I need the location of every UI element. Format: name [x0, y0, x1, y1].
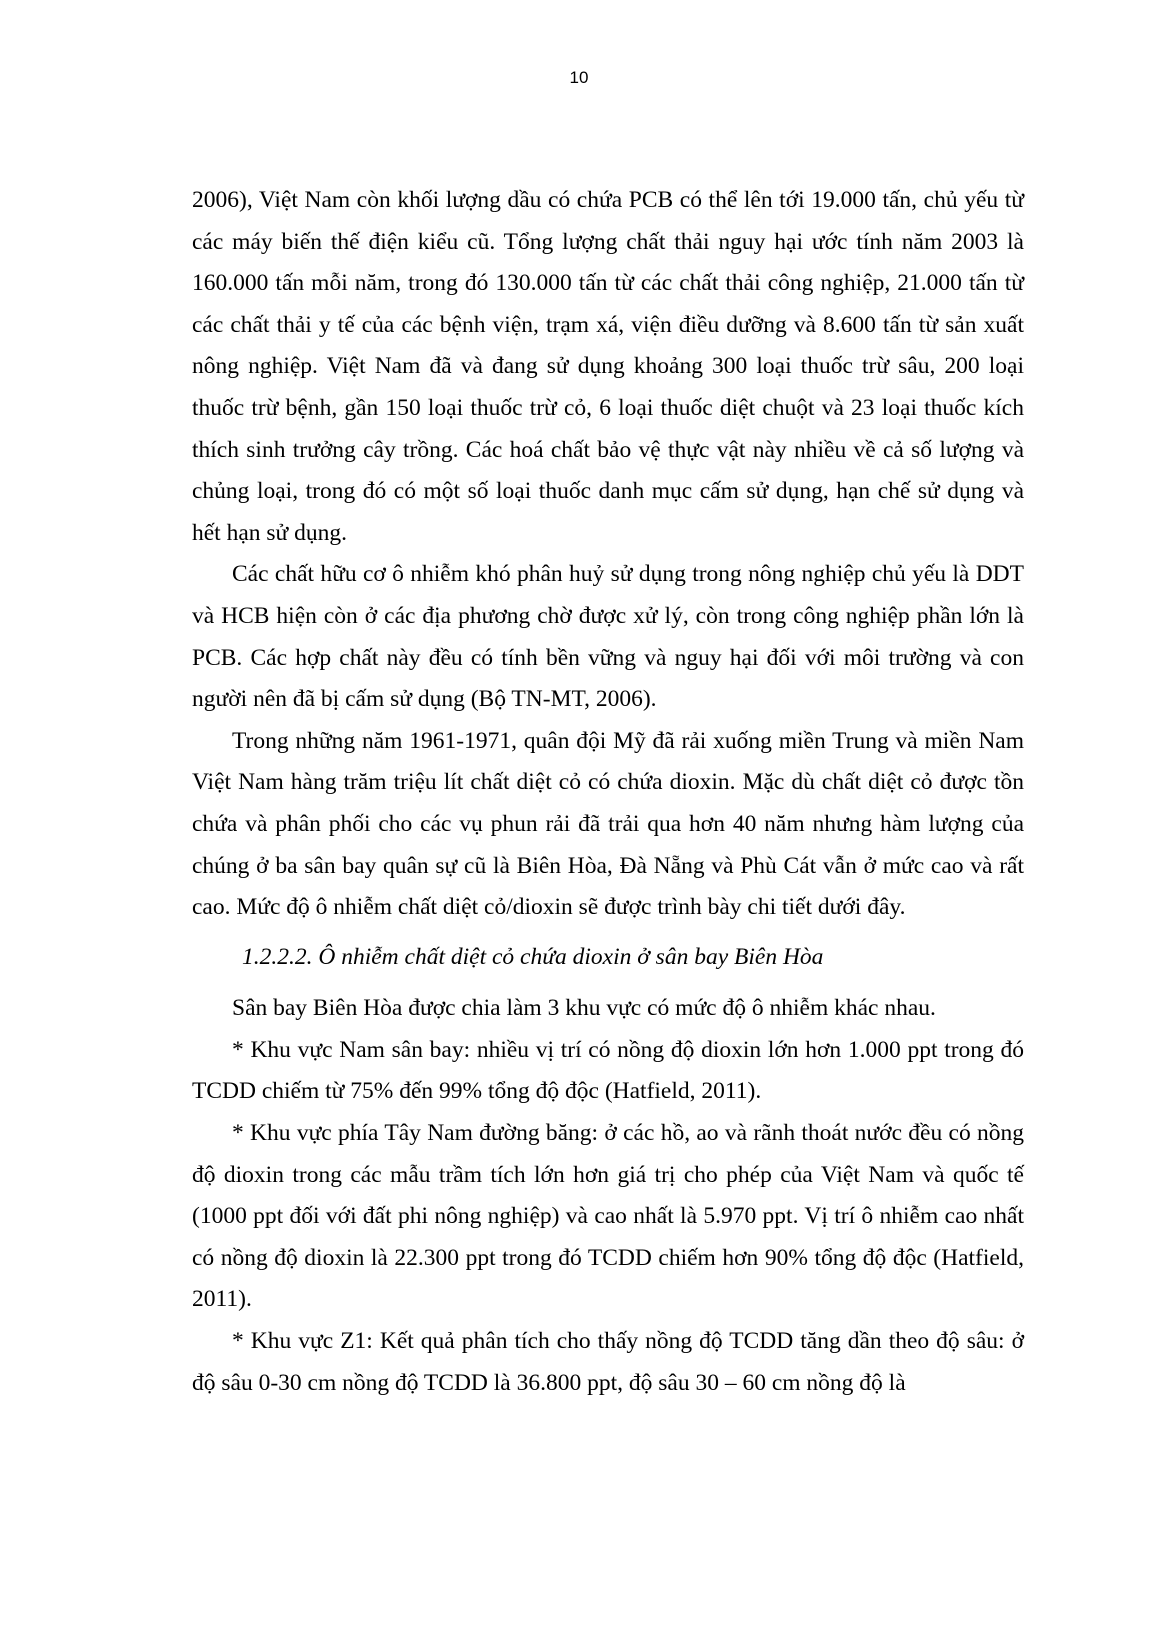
paragraph-pop-agriculture: Các chất hữu cơ ô nhiễm khó phân huỷ sử dụng trong nông nghiệp chủ yếu là DDT và HCB hiện còn ở các địa phương chờ được xử lý, còn trong công nghiệp phần lớn là PCB. Các hợp chất này đều có tính bền vững và nguy hại đối với môi trường và con người nên đã bị cấm sử dụng (Bộ TN-MT, 2006).: [192, 561, 1024, 713]
page-number: 10: [569, 68, 589, 87]
paragraph-continued: 2006), Việt Nam còn khối lượng dầu có chứa PCB có thể lên tới 19.000 tấn, chủ yếu từ các máy biến thế điện kiểu cũ. Tổng lượng chất thải nguy hại ước tính năm 2003 là 160.000 tấn mỗi năm, trong đó 130.000 tấn từ các chất thải công nghiệp, 21.000 tấn từ các chất thải y tế của các bệnh viện, trạm xá, viện điều dưỡng và 8.600 tấn từ sản xuất nông nghiệp. Việt Nam đã và đang sử dụng khoảng 300 loại thuốc trừ sâu, 200 loại thuốc trừ bệnh, gần 150 loại thuốc trừ cỏ, 6 loại thuốc diệt chuột và 23 loại thuốc kích thích sinh trưởng cây trồng. Các hoá chất bảo vệ thực vật này nhiều về cả số lượng và chủng loại, trong đó có một số loại thuốc danh mục cấm sử dụng, hạn chế sử dụng và hết hạn sử dụng.: [192, 187, 1024, 546]
body-text: [192, 180, 1024, 1404]
paragraph-bien-hoa-intro: Sân bay Biên Hòa được chia làm 3 khu vực có mức độ ô nhiễm khác nhau.: [232, 995, 936, 1022]
paragraph-z1-area: * Khu vực Z1: Kết quả phân tích cho thấy nồng độ TCDD tăng dần theo độ sâu: ở độ sâu 0-30 cm nồng độ TCDD là 36.800 ppt, độ sâu 30 – 60 cm nồng độ là: [192, 1328, 1024, 1396]
paragraph-herbicide-history: Trong những năm 1961-1971, quân đội Mỹ đã rải xuống miền Trung và miền Nam Việt Nam hàng trăm triệu lít chất diệt cỏ có chứa dioxin. Mặc dù chất diệt cỏ được tồn chứa và phân phối cho các vụ phun rải đã trải qua hơn 40 năm nhưng hàm lượng của chúng ở ba sân bay quân sự cũ là Biên Hòa, Đà Nẵng và Phù Cát vẫn ở mức cao và rất cao. Mức độ ô nhiễm chất diệt cỏ/dioxin sẽ được trình bày chi tiết dưới đây.: [192, 727, 1024, 921]
section-heading: 1.2.2.2. Ô nhiễm chất diệt cỏ chứa dioxin ở sân bay Biên Hòa: [242, 943, 824, 970]
paragraph-south-area: * Khu vực Nam sân bay: nhiều vị trí có nồng độ dioxin lớn hơn 1.000 ppt trong đó TCDD chiếm từ 75% đến 99% tổng độ độc (Hatfield, 2011).: [192, 1036, 1024, 1105]
paragraph-southwest-runway: * Khu vực phía Tây Nam đường băng: ở các hồ, ao và rãnh thoát nước đều có nồng độ dioxin trong các mẫu trầm tích lớn hơn giá trị cho phép của Việt Nam và quốc tế (1000 ppt đối với đất phi nông nghiệp) và cao nhất là 5.970 ppt. Vị trí ô nhiễm cao nhất có nồng độ dioxin là 22.300 ppt trong đó TCDD chiếm hơn 90% tổng độ độc (Hatfield, 2011).: [192, 1120, 1024, 1313]
